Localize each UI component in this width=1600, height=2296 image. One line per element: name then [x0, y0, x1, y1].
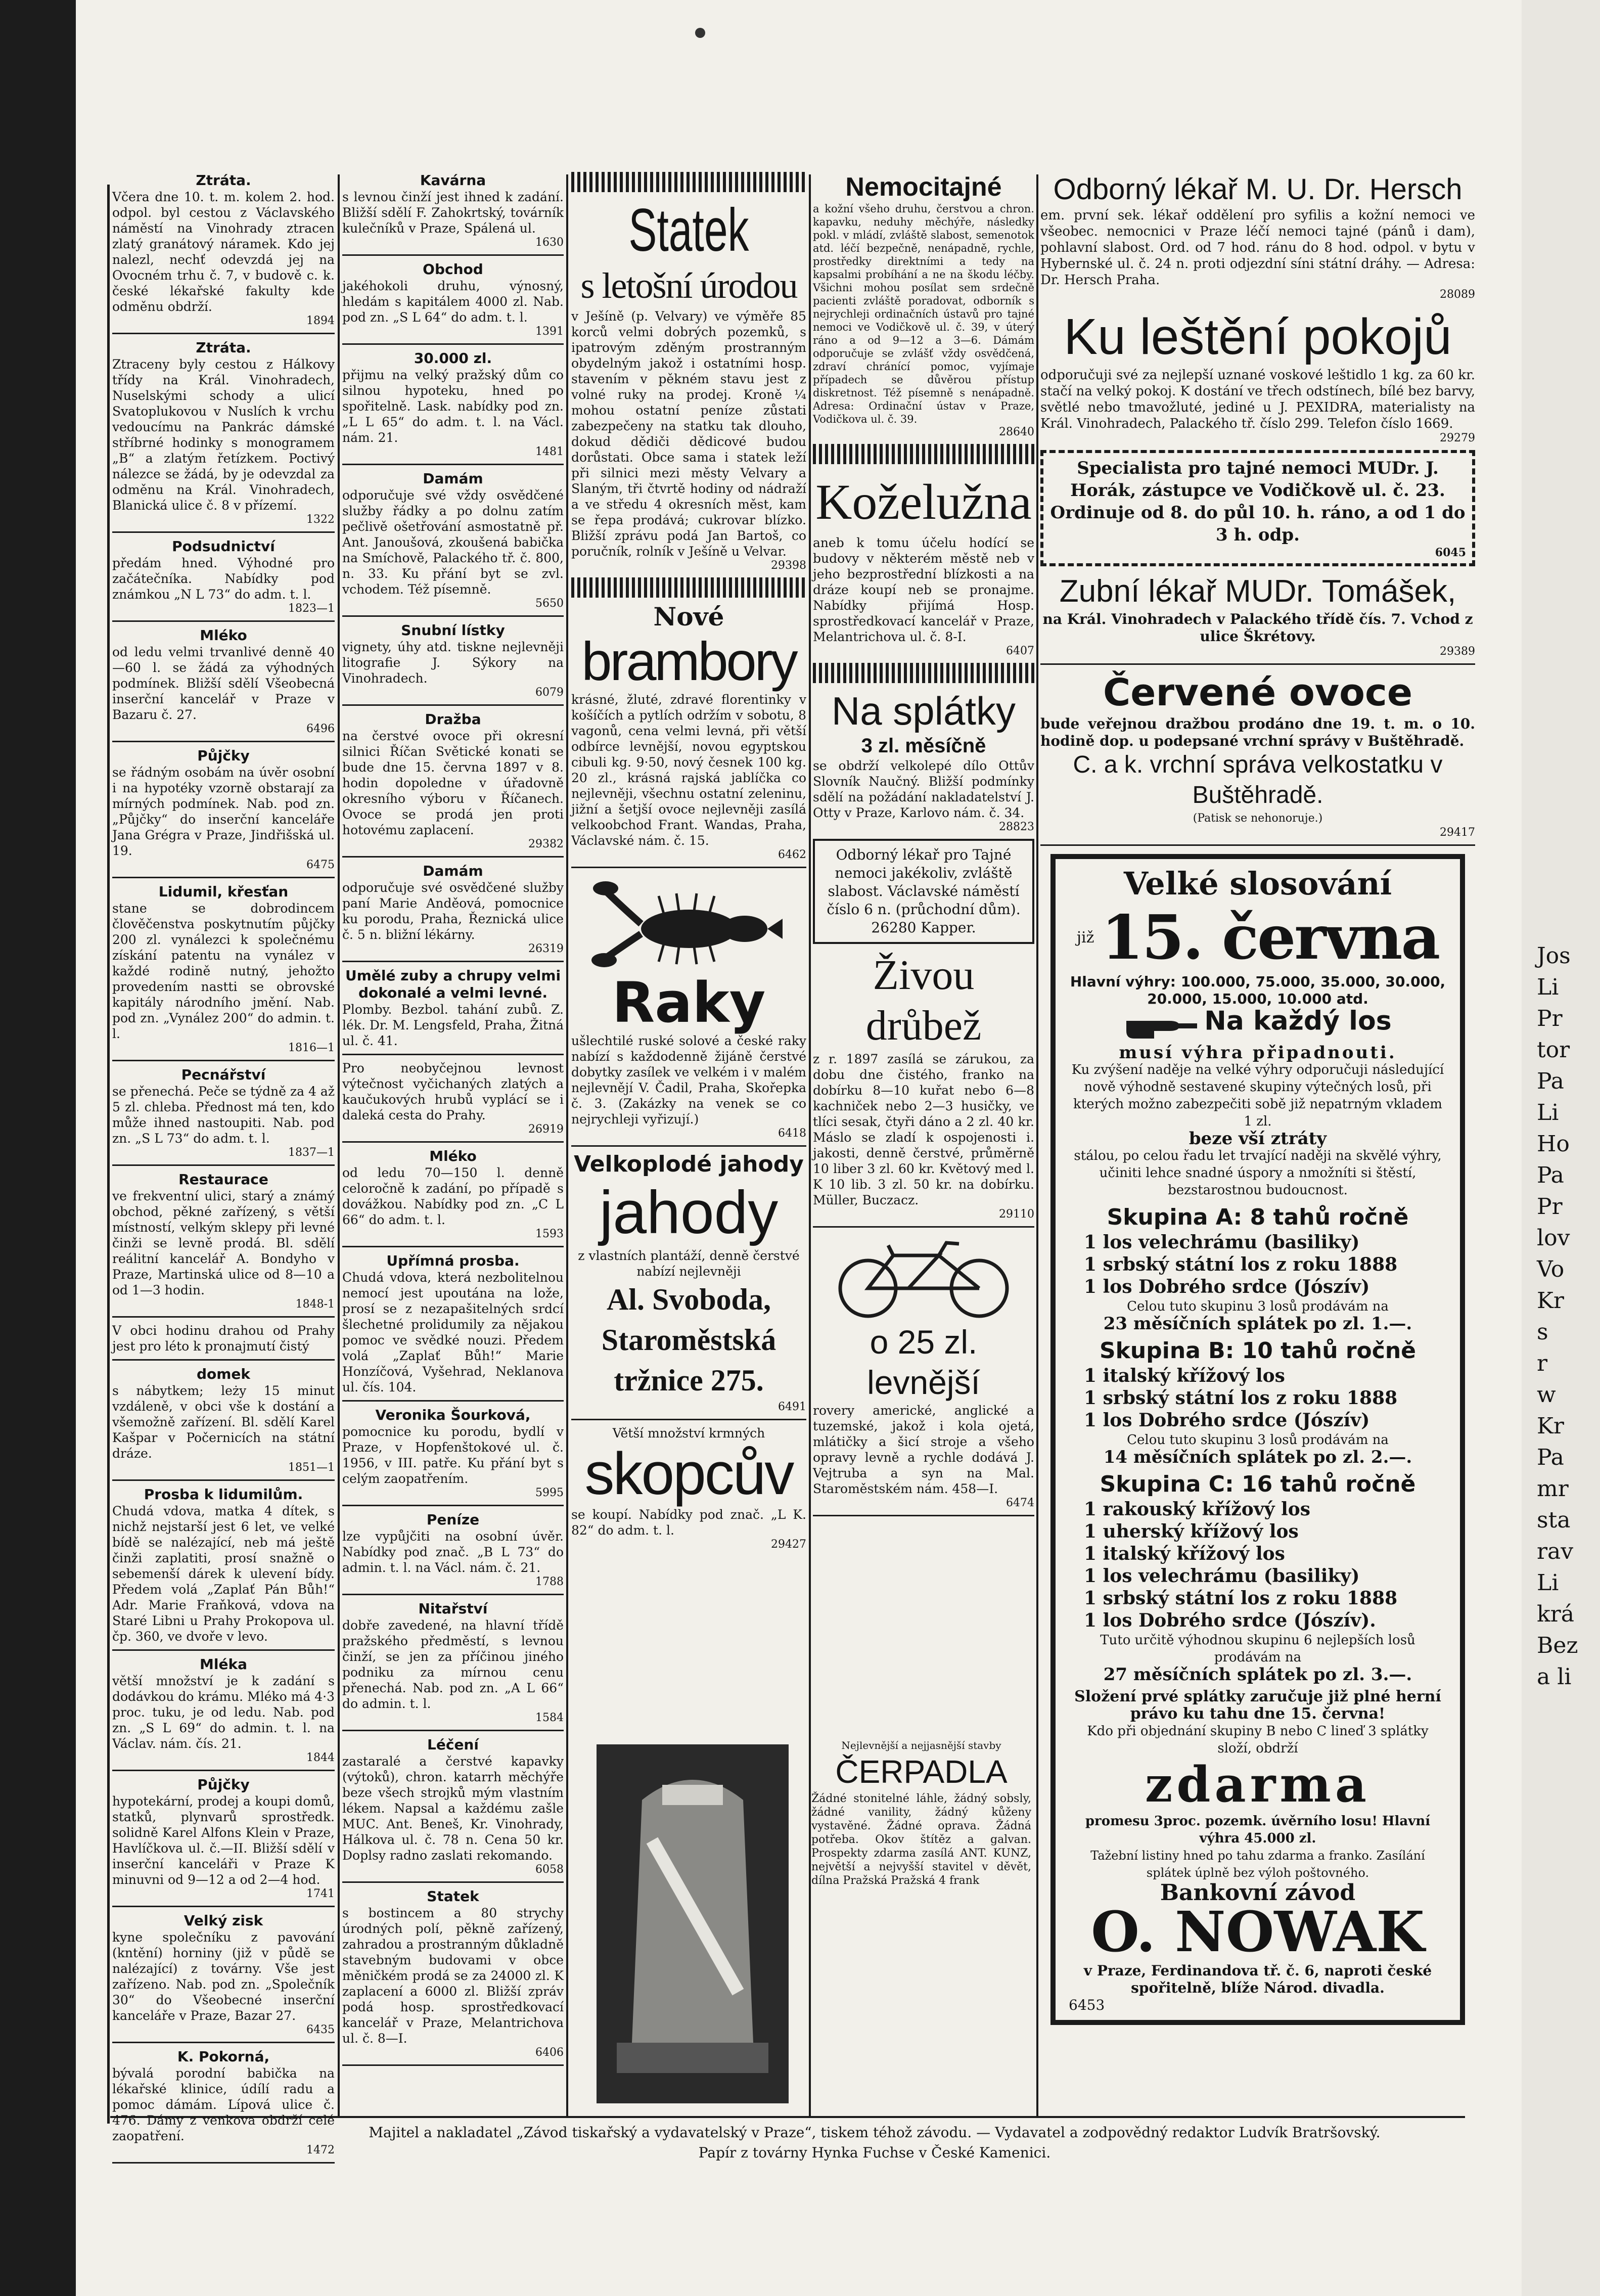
lottery-item: 1 rakouský křížový los — [1084, 1499, 1311, 1520]
ad-separator — [112, 333, 335, 334]
lottery-slogan-row — [1069, 1006, 1447, 1041]
lottery-item: 1 srbský státní los z roku 1888 — [1084, 1588, 1398, 1609]
ad-body: Specialista pro tajné nemoci MUDr. J. Horák, zástupce ve Vodičkově ul. č. 23. Ordinuje od 8. do půl 10. h. ráno, a od 1 do 3 h. odp. — [1050, 458, 1466, 545]
ad-separator — [112, 1479, 335, 1481]
classified-ad — [342, 1252, 564, 1395]
ad-separator — [342, 343, 564, 345]
lottery-group-price: Celou tuto skupinu 3 losů prodávám na — [1127, 1432, 1389, 1448]
ad-separator — [112, 1060, 335, 1061]
ad-body: se koupí. Nabídky pod znač. „L K. 82“ do adm. t. l. — [571, 1507, 806, 1538]
classified-ad — [342, 172, 564, 249]
lottery-title: Velké slosování — [1123, 865, 1392, 902]
ad-intro: Nejlevnější a nejjasnější stavby — [841, 1739, 1001, 1751]
classified-ad — [112, 1366, 335, 1474]
lottery-group-name: Skupina B: 10 tahů ročně — [1099, 1338, 1416, 1364]
ad-number: 6406 — [535, 2046, 564, 2059]
lottery-bonus: Kdo při objednání skupiny B nebo C lineď 3 splátky složí, obdrží — [1087, 1724, 1429, 1756]
ad-body: předám hned. Výhodné pro začátečníka. Nabídky pod známkou „N L 73“ do adm. t. l. — [112, 556, 335, 602]
ad-body: V obci hodinu drahou od Prahy jest pro léto k pronajmutí čistý — [112, 1323, 335, 1354]
ad-heading: Půjčky — [197, 747, 250, 764]
lottery-item: 1 los velechrámu (basiliky) — [1084, 1232, 1360, 1253]
ad-lesteni — [1040, 306, 1475, 445]
ad-body: se obdrží velkolepé dílo Ottův Slovník Naučný. Bližší podmínky sdělí na požádání nakladatelství J. Otty v Praze, Karlovo nám. č. 34. — [813, 758, 1034, 820]
ad-number: 1741 — [306, 1887, 335, 1900]
lottery-group-name: Skupina C: 16 tahů ročně — [1100, 1471, 1416, 1497]
bank-heading: Bankovní závod — [1160, 1880, 1356, 1906]
ad-body: dobře zavedené, na hlavní třídě pražského předměstí, s levnou činží, se jen za příčinou jiného podniku za mírnou cenu přenechá. Nab. pod zn. „A L 66“ do admin. t. l. — [342, 1618, 564, 1711]
ad-body: na čerstvé ovoce při okresní silnici Říčan Světické konati se bude dne 15. června 1897 v 8. hodin dopoledne v úřadovně okresního výboru v Říčanech. Ovoce se prodá jen proti hotovému zaplacení. — [342, 729, 564, 837]
lottery-item: 1 uherský křížový los — [1084, 1521, 1299, 1542]
ad-kapper — [813, 839, 1034, 944]
ad-number: 6058 — [535, 1863, 564, 1876]
classified-ad — [112, 538, 335, 615]
ad-na-splatky — [813, 688, 1034, 834]
lottery-date: 15. června — [1101, 902, 1439, 973]
classified-ad — [342, 1407, 564, 1500]
column-rule — [1036, 174, 1038, 2116]
ad-heading: Léčení — [427, 1736, 479, 1753]
ad-body: Odborný lékař pro Tajné nemoci jakékoliv, zvláště slabost. Václavské náměstí číslo 6 n. (průchodní dům). 26280 Kapper. — [827, 846, 1021, 936]
lottery-item: 1 los Dobrého srdce (Jószív). — [1084, 1610, 1376, 1631]
classified-ad — [112, 339, 335, 526]
classified-ad — [112, 1776, 335, 1901]
lottery-item: 1 los velechrámu (basiliky) — [1084, 1565, 1360, 1587]
classified-ad — [342, 711, 564, 851]
classified-ad — [342, 350, 564, 459]
ad-body: rovery americké, anglické a tuzemské, jakož i kola ojetá, mlátičky a šicí stroje a všeho opravy levně a rychle dodává J. Vejtruba a syn na Mal. Staroměstském nám. 458—I. — [813, 1403, 1034, 1496]
ad-ovoce — [1040, 670, 1475, 839]
ad-body: jakéhokoli druhu, výnosný, hledám s kapitálem 4000 zl. Nab. pod zn. „S L 64“ do adm. t. l. — [342, 279, 564, 325]
ad-hersch — [1040, 172, 1475, 301]
ad-headline: o 25 zl. levnější — [867, 1323, 980, 1401]
ad-body: lze vypůjčiti na osobní úvěr. Nabídky pod znač. „B L 73“ do admin. t. l. na Václ. nám. č. 21. — [342, 1529, 564, 1575]
footer-publisher: Majitel a nakladatel „Závod tiskařský a vydavatelský v Praze“, tiskem téhož závodu. — Vydavatel a zodpovědný redaktor Ludvík Bratršovský. — [369, 2124, 1381, 2141]
ad-number: 6079 — [535, 686, 564, 699]
classified-list — [112, 172, 335, 2164]
ad-heading: Podsudnictví — [172, 538, 275, 555]
ad-body: s nábytkem; leży 15 minut vzdáleně, v obci vše k dostání a všemožně zařízení. Bl. sdělí Karel Kašpar v Počernicích na státní dráze. — [112, 1383, 335, 1461]
ad-body: od ledu 70—150 l. denně celoročně k zadání, po případě s dovážkou. Nabídky pod zn. „C L 66“ do adm. t. l. — [342, 1165, 564, 1227]
ad-number: 1894 — [306, 314, 335, 327]
column-rule — [338, 174, 340, 2116]
ad-headline: Červené ovoce — [1103, 671, 1413, 714]
ad-body: Plomby. Bezbol. tahání zubů. Z. lék. Dr. M. Lengsfeld, Praha, Žitná ul. č. 41. — [342, 1002, 564, 1048]
ad-heading: Kavárna — [420, 172, 486, 189]
ad-heading: Upřímná prosba. — [386, 1252, 520, 1269]
ad-headline: skopcův — [584, 1440, 793, 1507]
lottery-intro: Ku zvýšení naděje na velké výhry odporučuji následující nově výhodně sestavené skupiny výtečných losů, při kterých možno zabezpečiti sobě již nepatrným vkladem 1 zl. — [1071, 1062, 1444, 1129]
ad-body: Chudá vdova, která nezbolitelnou nemocí jest upoutána na lože, prosí se z nezapašitelných srdcí šlechetné prolidumily za nějakou pomoc ve svědké nouzi. Předem volá „Zaplať Bůh!“ Marie Honzíčová, Vyšehrad, Neklanova ul. čís. 104. — [342, 1270, 564, 1394]
ad-number: 1584 — [535, 1712, 564, 1724]
ad-number: 1481 — [535, 445, 564, 458]
ad-body: Ztraceny byly cestou z Hálkovy třídy na Král. Vinohradech, Nuselskými schody a ulicí Svatoplukovou v Nuslích k vrchu vedoucímu na Pankrác dámské stříbrné hodinky s monogramem „B“ a zlatým řetízkem. Poctivý nálezce se žádá, by je odevzdal za odměnu na Král. Vinohradech, Blanická ulice č. 8 v přízemí. — [112, 357, 335, 513]
lottery-group-terms: 14 měsíčních splátek po zl. 2.—. — [1103, 1447, 1412, 1467]
bank-address: v Praze, Ferdinandova tř. č. 6, naproti české spořitelně, blíže Národ. divadla. — [1083, 1962, 1432, 1996]
ad-heading: Mléka — [200, 1656, 247, 1673]
ad-body: větší množství je k zadání s dodávkou do krámu. Mléko má 4·3 proc. tuku, je od ledu. Nab. pod zn. „S L 69“ do admin. t. l. na Václav. nám. čís. 21. — [112, 1674, 335, 1751]
lottery-date-row — [1069, 903, 1447, 973]
ad-separator — [112, 1164, 335, 1166]
lottery-item: 1 italský křížový los — [1084, 1365, 1285, 1386]
column-1 — [112, 172, 335, 2156]
newspaper-page — [76, 0, 1522, 2296]
ad-heading: Pecnářství — [181, 1066, 266, 1083]
ad-separator — [342, 704, 564, 706]
ad-number: 6496 — [306, 723, 335, 735]
ad-separator — [112, 1316, 335, 1318]
ad-body: odporučuje své vždy osvědčené služby řádky a po dolnu zatím pečlivě ošetřování asmostatně př. Ant. Janoušová, zkoušená babička na Smíchově, Palackého tř. č. 800, n. 33. Ku přání byt se zvl. vchodem. Též písemně. — [342, 488, 564, 597]
column-rule — [107, 185, 110, 2124]
ad-number: 1848-1 — [295, 1298, 335, 1311]
ad-separator — [342, 615, 564, 617]
ad-number: 6045 — [1435, 546, 1466, 559]
ad-heading: Půjčky — [197, 1776, 250, 1793]
classified-ad — [342, 1511, 564, 1589]
ad-jahody — [571, 1152, 806, 1414]
ornament-banner — [571, 172, 806, 192]
ad-body: ve frekventní ulici, starý a známý obchod, pěkné zařízený, s větší místností, velkým sklepy při levné činži se levně prodá. Bl. sdělí reálitní kancelář A. Bondyho v Praze, Martinská ulice od 8—10 a od 1—3 hodin. — [112, 1189, 335, 1297]
ad-body: hypotekární, prodej a koupi domů, statků, plynvarů sprostředk. solidně Karel Alfons Klein v Praze, Havlíčkova ul. č.—II. Bližší sdělí v inserční kanceláři v Praze K minuvni od 9—12 a od 2—4 hod. — [112, 1794, 335, 1887]
ad-body: odporučuje své osvědčené služby paní Marie Anděová, pomocnice ku porodu, Praha, Řeznická ulice č. 5 n. bližní lékárny. — [342, 880, 564, 942]
ad-cerpadla — [811, 1739, 1031, 1887]
lottery-groups — [1069, 1204, 1447, 1683]
ad-body: z r. 1897 zasílá se zárukou, za dobu dne čistého, franko na dobírku 8—10 kuřat nebo 6—8 kachniček nebo 2—3 husičky, ve tlíci sesak, čtyři dáno a 2 zl. 40 kr. Máslo se zladí k ospojenosti i. jakosti, denně čerstvé, průměrně 10 liber 3 zl. 60 kr. Květový med l. K 10 lib. 3 zl. 50 kr. na dobírku. Müller, Buczacz. — [813, 1052, 1034, 1207]
classified-ad — [342, 261, 564, 338]
ad-number: 6453 — [1069, 1997, 1105, 2013]
column-2 — [342, 172, 564, 2113]
ad-body: vignety, úhy atd. tiskne nejlevněji litografie J. Sýkory na Vinohradech. — [342, 640, 564, 686]
ad-number: 1823—1 — [288, 602, 335, 615]
ad-heading: Statek — [427, 1888, 479, 1905]
ad-number: 29389 — [1440, 645, 1475, 658]
lottery-ad — [1050, 854, 1465, 2025]
ad-headline: Nemocitajné — [845, 172, 1002, 202]
ad-separator — [112, 877, 335, 878]
classified-ad — [342, 1736, 564, 1876]
ad-body: stane se dobrodincem člověčenstva poskytnutím půjčky 200 zl. vynálezci k společnému získání patentu na vynález v každé rodině nutný, jehožto provedením nastti se obrovské kapitály národního jmění. Nab. pod zn. „Vynález 200“ do admin. t. l. — [112, 901, 335, 1041]
ornament-banner — [571, 577, 806, 598]
lottery-group — [1069, 1471, 1447, 1683]
classified-ad — [112, 1486, 335, 1644]
ad-body: odporučuji své za nejlepší uznané voskové leštidlo 1 kg. za 60 kr. stačí na velký pokoj. K dostání ve třech odstínech, bílé bez barvy, světlé nebo tmavožluté, jediné u J. PEXIDRA, materialisty na Král. Vinohradech, Palackého tř. číslo 299. Telefon číslo 1669. — [1040, 368, 1475, 431]
ad-body: Pro neobyčejnou levnost výtečnost vyčichaných zlatých a kaučukových hrubů vyplácí se i daleká cesta do Prahy. — [342, 1061, 564, 1122]
ad-number: 1788 — [535, 1575, 564, 1588]
ad-body: s levnou činží jest ihned k zadání. Bližší sdělí F. Zahokrtský, továrník kulečníků v Praze, Spálená ul. — [342, 190, 564, 236]
ad-separator — [342, 1594, 564, 1595]
footer-paper: Papír z továrny Hynka Fuchse v České Kamenici. — [698, 2144, 1051, 2161]
ad-separator — [342, 961, 564, 962]
ad-number: 1472 — [306, 2144, 335, 2156]
ad-number: 26919 — [528, 1123, 564, 1136]
ad-number: 6474 — [1006, 1497, 1034, 1509]
bicycle-icon — [828, 1233, 1020, 1319]
classified-ad — [342, 622, 564, 699]
adjacent-page-text: Jos Li Pr tor Pa Li Ho Pa Pr lov Vo Kr s r w Kr Pa mr sta rav Li krá Bez a li — [1537, 943, 1578, 1690]
ad-body: na Král. Vinohradech v Palackého třídě čís. 7. Vchod z ulice Škrétovy. — [1042, 611, 1473, 645]
classified-ad — [342, 863, 564, 956]
ad-heading: Veronika Šourková, — [375, 1407, 531, 1423]
ad-heading: Lidumil, křesťan — [158, 883, 289, 900]
ad-headline: Ku leštění pokojů — [1064, 308, 1452, 365]
lottery-group-name: Skupina A: 8 tahů ročně — [1107, 1204, 1409, 1230]
ornament-banner — [813, 663, 1034, 683]
ad-heading: Nitařství — [418, 1600, 488, 1617]
ad-heading: Snubní lístky — [401, 622, 505, 639]
ad-heading: Peníze — [426, 1511, 480, 1528]
ad-body: kyne společníku z pavování (kntění) horniny (již v půdě se nalézající) z továrny. Vše jest zařízeno. Nab. pod zn. „Společník 30“ do Všeobecné inserční kanceláře v Praze, Bazar 27. — [112, 1930, 335, 2023]
ad-number: 29427 — [771, 1538, 806, 1551]
classified-ad — [112, 747, 335, 872]
ad-separator — [112, 1649, 335, 1651]
lottery-first-payment: Složení prvé splátky zaručuje již plné herní právo ku tahu dne 15. června! — [1074, 1688, 1441, 1723]
lottery-date-prefix: již — [1076, 929, 1094, 947]
classified-ad — [112, 1656, 335, 1765]
classified-list — [342, 172, 564, 2066]
lottery-group-price: Tuto určitě výhodnou skupinu 6 nejlepších losů prodávám na — [1100, 1633, 1415, 1665]
ad-number: 6475 — [306, 859, 335, 871]
ad-headline: Živou drůbež — [865, 952, 982, 1049]
ad-body: ušlechtilé ruské solové a české raky nabízí s každodenně žijáně čerstvé dobytky zasílek ve velkém i v malém nejlevnějí V. Čadil, Praha, Skořepka č. 3. (Zakázky na venek se co nejrychleji vyřizují.) — [571, 1033, 806, 1127]
ad-separator — [342, 1730, 564, 1731]
ad-body: Žádné stonitelné láhle, žádný sobsly, žádné vanility, žádný kůženy vystavěné. Žádné oprava. Žádná potřeba. Okov štítěz a galvan. Prospekty zdarma zasílá ANT. KUNZ, největší a nejvyšší stavitel v děvět, dílna Pražská Pražská 4 frank — [811, 1792, 1031, 1887]
ad-number: 6407 — [1006, 645, 1034, 657]
ad-heading: Mléko — [200, 627, 247, 644]
ad-number: 5995 — [535, 1487, 564, 1499]
ad-statek — [571, 197, 806, 572]
ad-number: 1593 — [535, 1228, 564, 1240]
ad-number: 26319 — [528, 942, 564, 955]
ad-heading: Restaurace — [178, 1171, 268, 1188]
ad-heading: Ztráta. — [196, 172, 251, 189]
ad-number: 1816—1 — [288, 1042, 335, 1054]
ad-separator — [112, 2042, 335, 2043]
classified-ad — [342, 470, 564, 610]
page-footer — [187, 2123, 1562, 2163]
ad-body: bývalá porodní babička na lékařské klinice, údílí radu a pomoc dámám. Lípová ulice č. 476. Dámy z venkova obdrží celé zaopatření. — [112, 2066, 335, 2143]
ad-separator — [342, 1881, 564, 1883]
ad-number: 1322 — [306, 513, 335, 526]
pump-product-image — [586, 1739, 799, 2108]
ad-kozeluzna — [813, 469, 1034, 658]
classified-ad — [112, 1171, 335, 1311]
ad-body: aneb k tomu účelu hodící se budovy v některém městě neb v jeho bezprostřední blízkosti a na dráze koupí neb se pronajme. Nabídky přijímá Hosp. sprostředkovací kancelář v Praze, Melantrichova ul. č. 8-I. — [813, 535, 1034, 644]
ad-drubez — [813, 950, 1034, 1221]
ad-body: s bostincem a 80 strychy úrodných polí, pěkně zařízený, zahradou a prostranným důkladně stavebným budovami v obce měničkém prodá se za 24000 zl. K zaplacení a 6000 zl. Bližší zpráv podá hosp. sprostředkovací kancelář v Praze, Melantrichova ul. č. 8—I. — [342, 1906, 564, 2046]
lottery-group-terms: 27 měsíčních splátek po zl. 3.—. — [1103, 1664, 1412, 1685]
ad-brambory — [571, 603, 806, 862]
lottery-prizes: Hlavní výhry: 100.000, 75.000, 35.000, 30.000, 20.000, 15.000, 10.000 atd. — [1070, 973, 1446, 1007]
ad-body: bude veřejnou dražbou prodáno dne 19. t. m. o 10. hodině dop. u podepsané vrchní správy v Buštěhradě. — [1040, 715, 1475, 749]
ad-body: pomocnice ku porodu, bydlí v Praze, v Hopfenštokové ul. č. 1956, v III. patře. Ku přání byt s celým zaopatřením. — [342, 1424, 564, 1486]
ad-separator — [112, 741, 335, 742]
ad-body: a kožní všeho druhu, čerstvou a chron. kapavku, neduhy měchýře, následky pokl. v mládí, zvláště slabost, semenotok atd. léčí bezpečně, nenápadně, rychle, prostředky direktními a tedy na kapsalmi probíhání a ne na škodu léčby. Všichni mohou posílat sem srdečně pacienti zvláště poradovat, odborník s nejrychleji ordinačních ústavů pro tajné nemoci ve Vodičkově ul. č. 39, v úterý ráno a od 9—12 a 3—6. Dámám odporučuje se zvlášť vždy osvědčená, zdraví chránící pomoc, vyjímaje případech se důvěrou přístup diskretnost. Též písemně s nenápadně. Adresa: Ordinační ústav v Praze, Vodičkova ul. č. 39. — [813, 203, 1034, 425]
classified-ad — [112, 172, 335, 328]
ad-signature: C. a k. vrchní správa velkostatku v Buštěhradě. — [1073, 751, 1443, 808]
ad-number: 6418 — [778, 1127, 806, 1140]
ad-heading: Damám — [423, 470, 483, 487]
ad-body: v Ješíně (p. Velvary) ve výměře 85 korců velmi dobrých pozemků, s ipatrovým zděným prostranným obydelným jakož i ostatními hosp. stavením v pěkném stavu jest z volné ruky na prodej. Kroně ¼ mohou ostatní peníze zůstati zabezpečeny na statku tak dlouho, dokud dědiči dědicové budou dorůstati. Obce sama i statek leží při silnici mezi městy Velvary a Slaným, tři čtvrtě hodiny od nádraží a ve středu 4 okresních měst, kam se řepa prodává; cukrovar blízko. Bližší zprávu podá Jan Bartoš, co poručník, rolník v Ješíně u Velvar. — [571, 309, 806, 559]
ad-headline: Zubní lékař MUDr. Tomášek, — [1059, 574, 1456, 609]
lottery-intro2: stálou, po celou řadu let trvající naději na skvělé výhry, učiniti lehce snadné úspory a nmožníti si štěstí, bezstarostnou budoucnost. — [1074, 1148, 1442, 1198]
ad-heading: Mléko — [429, 1148, 477, 1164]
lottery-item: 1 los Dobrého srdce (Jószív) — [1084, 1276, 1370, 1297]
classified-ad — [112, 1066, 335, 1159]
ad-separator — [342, 2064, 564, 2066]
ad-separator — [112, 620, 335, 622]
lottery-group — [1069, 1204, 1447, 1332]
ad-number: 6435 — [306, 2023, 335, 2036]
classified-ad — [112, 627, 335, 736]
ad-heading: Velký zisk — [184, 1912, 263, 1929]
ad-number: 1630 — [535, 236, 564, 249]
ad-body: em. první sek. lékař oddělení pro syfilis a kožní nemoci ve všeobec. nemocnici v Praze léčí nemoci tajné (pánů i dam), pohlavní slabost. Ord. od 7 hod. ránu do 8 hod. odpol. v bytu v Hybernské ul. č. 24 n. proti odjezdní síni státní dráhy. — Adresa: Dr. Hersch Praha. — [1040, 208, 1475, 288]
bank-name: O. NOWAK — [1091, 1899, 1425, 1964]
ad-separator — [112, 1906, 335, 1907]
ad-number: 1391 — [535, 325, 564, 338]
classified-ad — [112, 883, 335, 1055]
ad-number: 29110 — [999, 1208, 1034, 1221]
classified-ad — [112, 1912, 335, 2037]
ad-number: 28823 — [999, 821, 1034, 833]
ad-subheadline: brambory — [581, 631, 796, 692]
ad-headline: Koželužna — [815, 474, 1032, 530]
ad-heading: K. Pokorná, — [177, 2048, 270, 2065]
ad-body: od ledu velmi trvanlivé denně 40—60 l. se žádá za výhodných podmínek. Bližší sdělí Všeobecná inserční kancelář v Praze v Bazaru č. 27. — [112, 645, 335, 722]
lottery-slogan: Na každý los — [1204, 1006, 1392, 1037]
ad-separator — [342, 254, 564, 256]
ad-note: (Patisk se nehonoruje.) — [1193, 812, 1323, 825]
ad-heading: Ztráta. — [196, 339, 251, 356]
ad-heading: Prosba k lidumilům. — [144, 1486, 303, 1503]
ad-number: 1844 — [306, 1751, 335, 1764]
ad-number: 5650 — [535, 597, 564, 610]
ad-body: Včera dne 10. t. m. kolem 2. hod. odpol. byl cestou z Václavského náměstí na Vinohrady ztracen zlatý granátový náramek. Kdo jej nalezl, nechť odevzdá jej na Ovocném trhu č. 7, v budově c. k. české lékařské fakulty kde odměnu obdrží. — [112, 190, 335, 314]
ad-body: Chudá vdova, matka 4 dítek, s nichž nejstarší jest 6 let, ve velké bídě se nalézající, neb má ještě činži zaplatiti, prosí snažně o sebemenší dárek k ulevení bídy. Předem volá „Zaplať Pán Bůh!“ Adr. Marie Fraňková, vdova na Staré Libni u Prahy Prokopova ul. čp. 360, ve dvoře v levo. — [112, 1504, 335, 1644]
ad-separator — [342, 1400, 564, 1402]
ad-number: 6462 — [778, 848, 806, 861]
ad-subheadline: 3 zl. měsíčně — [861, 735, 986, 757]
pump-ad-area — [586, 1739, 1031, 2108]
ad-headline: ČERPADLA — [835, 1753, 1008, 1790]
ad-heading: domek — [196, 1366, 251, 1382]
lottery-group-price: Celou tuto skupinu 3 losů prodávám na — [1127, 1299, 1389, 1314]
ad-heading: 30.000 zl. — [414, 350, 492, 367]
ad-headline: Statek — [628, 196, 749, 264]
ad-number: 29398 — [771, 559, 806, 572]
ad-body: z vlastních plantáží, denně čerstvé nabízí nejlevněji — [578, 1248, 800, 1279]
ad-number: 29279 — [1440, 432, 1475, 444]
ornament-banner — [813, 444, 1034, 464]
pointing-hand-icon — [1124, 1011, 1200, 1041]
ad-number: 1851—1 — [288, 1461, 335, 1474]
ad-rovery — [813, 1322, 1034, 1510]
ad-number: 6491 — [778, 1401, 806, 1413]
lottery-item: 1 srbský státní los z roku 1888 — [1084, 1254, 1398, 1275]
ad-number: 28089 — [1440, 288, 1475, 301]
ad-number: 29382 — [528, 838, 564, 850]
lottery-group — [1069, 1337, 1447, 1466]
classified-ad — [342, 967, 564, 1049]
ad-number: 29417 — [1440, 826, 1475, 839]
ad-number: 28640 — [999, 426, 1034, 438]
ad-headline: Velkoplodé jahody — [574, 1151, 804, 1177]
ad-separator — [342, 1505, 564, 1506]
lottery-promesa: promesu 3proc. pozemk. úvěrního losu! Hlavní výhra 45.000 zl. — [1085, 1814, 1431, 1846]
ad-separator — [112, 531, 335, 533]
column-5 — [1040, 172, 1475, 2113]
classified-ad — [342, 1888, 564, 2059]
lobster-icon — [593, 873, 785, 969]
classified-ad — [342, 1148, 564, 1241]
ad-body: se řádným osobám na úvěr osobní i na hypotéky vzorně obstarají za mírných podmínek. Nab. pod zn. „Půjčky“ do inserční kanceláře Jana Grégra v Praze, Jindřišská ul. 19. — [112, 765, 335, 858]
ad-separator — [342, 464, 564, 465]
lottery-item: 1 los Dobrého srdce (Jószív) — [1084, 1410, 1370, 1431]
classified-ad — [342, 1060, 564, 1136]
ad-heading: Dražba — [425, 711, 481, 728]
ad-headline: Nové — [653, 602, 724, 632]
ad-decoration: jahody — [599, 1179, 779, 1246]
ad-nemoci — [813, 172, 1034, 439]
ad-separator — [342, 1054, 564, 1055]
ad-heading: Umělé zuby a chrupy velmi dokonalé a velmi levné. — [345, 967, 561, 1001]
ad-tomasek — [1040, 572, 1475, 658]
ad-headline: Raky — [612, 970, 766, 1035]
classified-ad — [342, 1600, 564, 1725]
ad-horak — [1040, 450, 1475, 566]
ad-separator — [112, 1770, 335, 1771]
ad-separator — [342, 856, 564, 858]
lottery-free: zdarma — [1145, 1756, 1371, 1813]
ad-separator — [112, 1359, 335, 1361]
column-rule — [566, 174, 568, 2116]
lottery-noloss: beze vší ztráty — [1188, 1129, 1327, 1149]
lottery-lists: Tažební listiny hned po tahu zdarma a franko. Zasílání splátek úplně bez výloh poštovného. — [1090, 1849, 1425, 1880]
ad-headline: Odborný lékař M. U. Dr. Hersch — [1053, 173, 1462, 206]
ad-heading: Obchod — [423, 261, 483, 278]
ad-intro: Větší množství krmných — [612, 1426, 765, 1440]
lottery-item: 1 srbský státní los z roku 1888 — [1084, 1387, 1398, 1409]
ad-subheadline: s letošní úrodou — [580, 265, 797, 306]
ad-body: krásné, žluté, zdravé florentinky v košíčích a pytlích održím v sobotu, 8 vagonů, cena velmi levná, při větší odbírce levnější, novou egyptskou cibuli kg. 9·50, nový česnek 100 kg. 20 zl., krásná rajská jablíčka co nejlevněji, všechnu ostatní zeleninu, jižní a šetjší ovoce nejlevněji zasílá velkoobchod Frant. Wandas, Praha, Václavské nám. č. 15. — [571, 692, 806, 848]
ad-body: přijmu na velký pražský dům co silnou hypoteku, hned po spořitelně. Lask. nabídky pod zn. „L L 65“ do adm. t. l. na Václ. nám. 21. — [342, 368, 564, 445]
ad-separator — [342, 1141, 564, 1143]
lottery-slogan2: musí výhra připadnouti. — [1119, 1043, 1397, 1063]
lottery-group-terms: 23 měsíčních splátek po zl. 1.—. — [1103, 1314, 1412, 1334]
ad-body: se přenechá. Peče se týdně za 4 až 5 zl. chleba. Přednost má ten, kdo může ihned nastoupiti. Nab. pod zn. „S L 73“ do adm. t. l. — [112, 1084, 335, 1146]
ad-advertiser: Al. Svoboda, Staroměstská tržnice 275. — [601, 1283, 776, 1397]
page-dot — [695, 28, 705, 38]
lottery-item: 1 italský křížový los — [1084, 1543, 1285, 1564]
adjacent-page-edge — [1522, 0, 1600, 2296]
ad-separator — [342, 1246, 564, 1247]
ad-heading: Damám — [423, 863, 483, 879]
ad-body: zastaralé a čerstvé kapavky (výtoků), chron. katarrh měchýře beze všech strojků mým vlastním lékem. Napsal a každému zašle MUC. Ant. Beneš, Kr. Vinohrady, Hálkova ul. č. 78 n. Cena 50 kr. Doplsy radno zaslati rekomando. — [342, 1754, 564, 1863]
ad-skopcuv — [571, 1425, 806, 1551]
ad-number: 1837—1 — [288, 1146, 335, 1159]
ad-raky — [571, 873, 806, 1140]
classified-ad — [112, 1323, 335, 1354]
ad-headline: Na splátky — [831, 689, 1016, 733]
